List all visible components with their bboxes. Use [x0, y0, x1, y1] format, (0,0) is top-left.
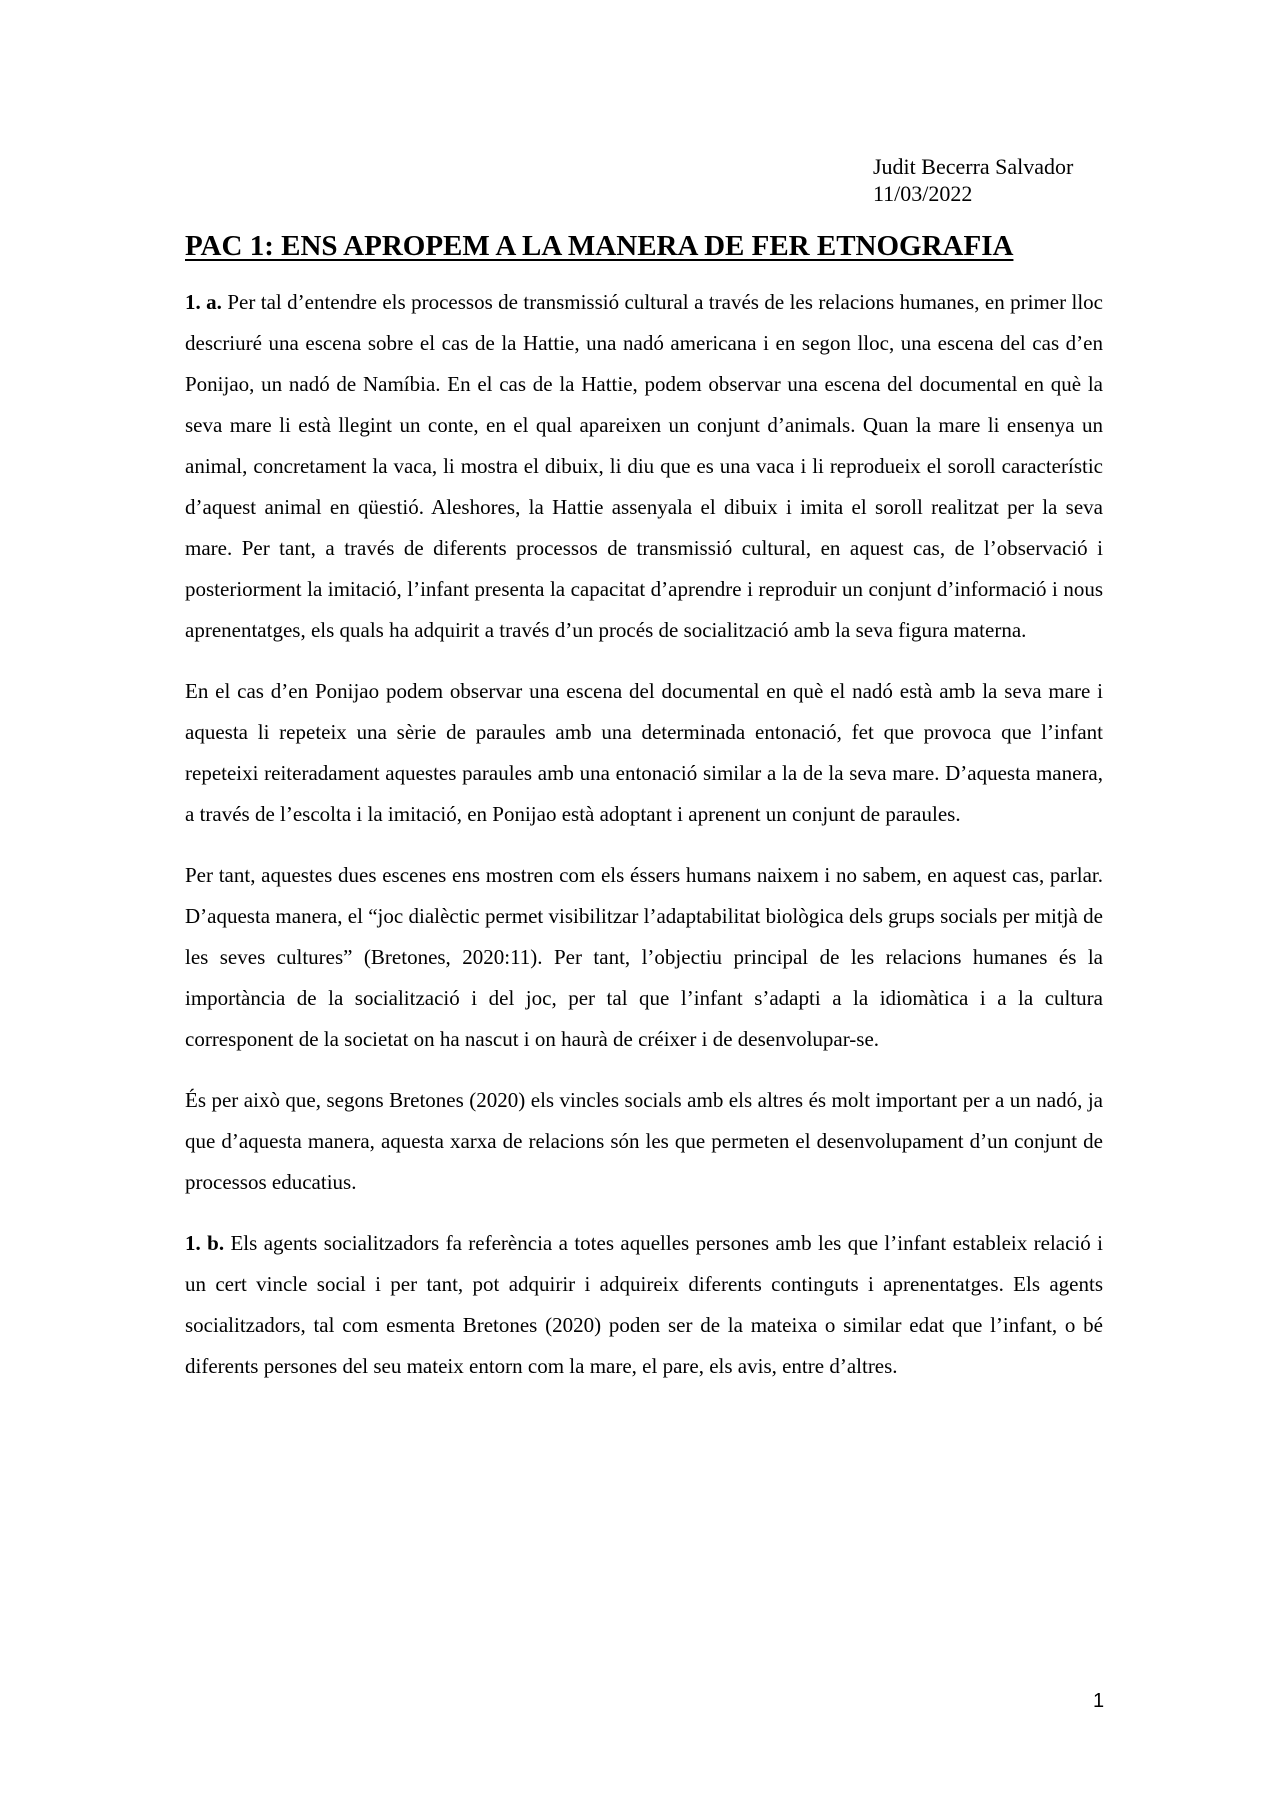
paragraph-conclusion — [185, 855, 1103, 1060]
paragraph-social-bonds — [185, 1080, 1103, 1203]
paragraph-text: Per tant, aquestes dues escenes ens mostren com els éssers humans naixem i no sabem, en aquest cas, parlar. D’aquesta manera, el “joc dialèctic permet visibilitzar l’adaptabilitat biològica dels grups socials per mitjà de les seves cultures” (Bretones, 2020:11). Per tant, l’objectiu principal de les relacions humanes és la importància de la socialització i del joc, per tal que l’infant s’adapti a la idiomàtica i a la cultura corresponent de la societat on ha nascut i on haurà de créixer i de desenvolupar-se. — [185, 863, 1103, 1051]
paragraph-text: En el cas d’en Ponijao podem observar una escena del documental en què el nadó està amb la seva mare i aquesta li repeteix una sèrie de paraules amb una determinada entonació, fet que provoca que l’infant repeteixi reiteradament aquestes paraules amb una entonació similar a la de la seva mare. D’aquesta manera, a través de l’escolta i la imitació, en Ponijao està adoptant i aprenent un conjunt de paraules. — [185, 679, 1103, 826]
document-title: PAC 1: ENS APROPEM A LA MANERA DE FER ETNOGRAFIA — [185, 230, 1014, 262]
paragraph-1a — [185, 282, 1103, 651]
paragraph-ponijao — [185, 671, 1103, 835]
question-label-1a: 1. a. — [185, 290, 222, 314]
paragraph-text: És per això que, segons Bretones (2020) els vincles socials amb els altres és molt important per a un nadó, ja que d’aquesta manera, aquesta xarxa de relacions són les que permeten el desenvolupament d’un conjunt de processos educatius. — [185, 1088, 1103, 1194]
document-date: 11/03/2022 — [873, 181, 973, 206]
author-name: Judit Becerra Salvador — [873, 154, 1074, 179]
paragraph-1b — [185, 1223, 1103, 1387]
author-date-block — [873, 153, 1073, 207]
document-body — [185, 282, 1103, 1387]
paragraph-text: Per tal d’entendre els processos de transmissió cultural a través de les relacions humanes, en primer lloc descriuré una escena sobre el cas de la Hattie, una nadó americana i en segon lloc, una escena del cas d’en Ponijao, un nadó de Namíbia. En el cas de la Hattie, podem observar una escena del documental en què la seva mare li està llegint un conte, en el qual apareixen un conjunt d’animals. Quan la mare li ensenya un animal, concretament la vaca, li mostra el dibuix, li diu que es una vaca i li reprodueix el soroll característic d’aquest animal en qüestió. Aleshores, la Hattie assenyala el dibuix i imita el soroll realitzat per la seva mare. Per tant, a través de diferents processos de transmissió cultural, en aquest cas, de l’observació i posteriorment la imitació, l’infant presenta la capacitat d’aprendre i reproduir un conjunt d’informació i nous aprenentatges, els quals ha adquirit a través d’un procés de socialització amb la seva figura materna. — [185, 290, 1104, 642]
question-label-1b: 1. b. — [185, 1231, 225, 1255]
page-number: 1 — [1093, 1690, 1105, 1712]
paragraph-text: Els agents socialitzadors fa referència a totes aquelles persones amb les que l’infant estableix relació i un cert vincle social i per tant, pot adquirir i adquireix diferents continguts i aprenentatges. Els agents socialitzadors, tal com esmenta Bretones (2020) poden ser de la mateixa o similar edat que l’infant, o bé diferents persones del seu mateix entorn com la mare, el pare, els avis, entre d’altres. — [185, 1231, 1104, 1378]
